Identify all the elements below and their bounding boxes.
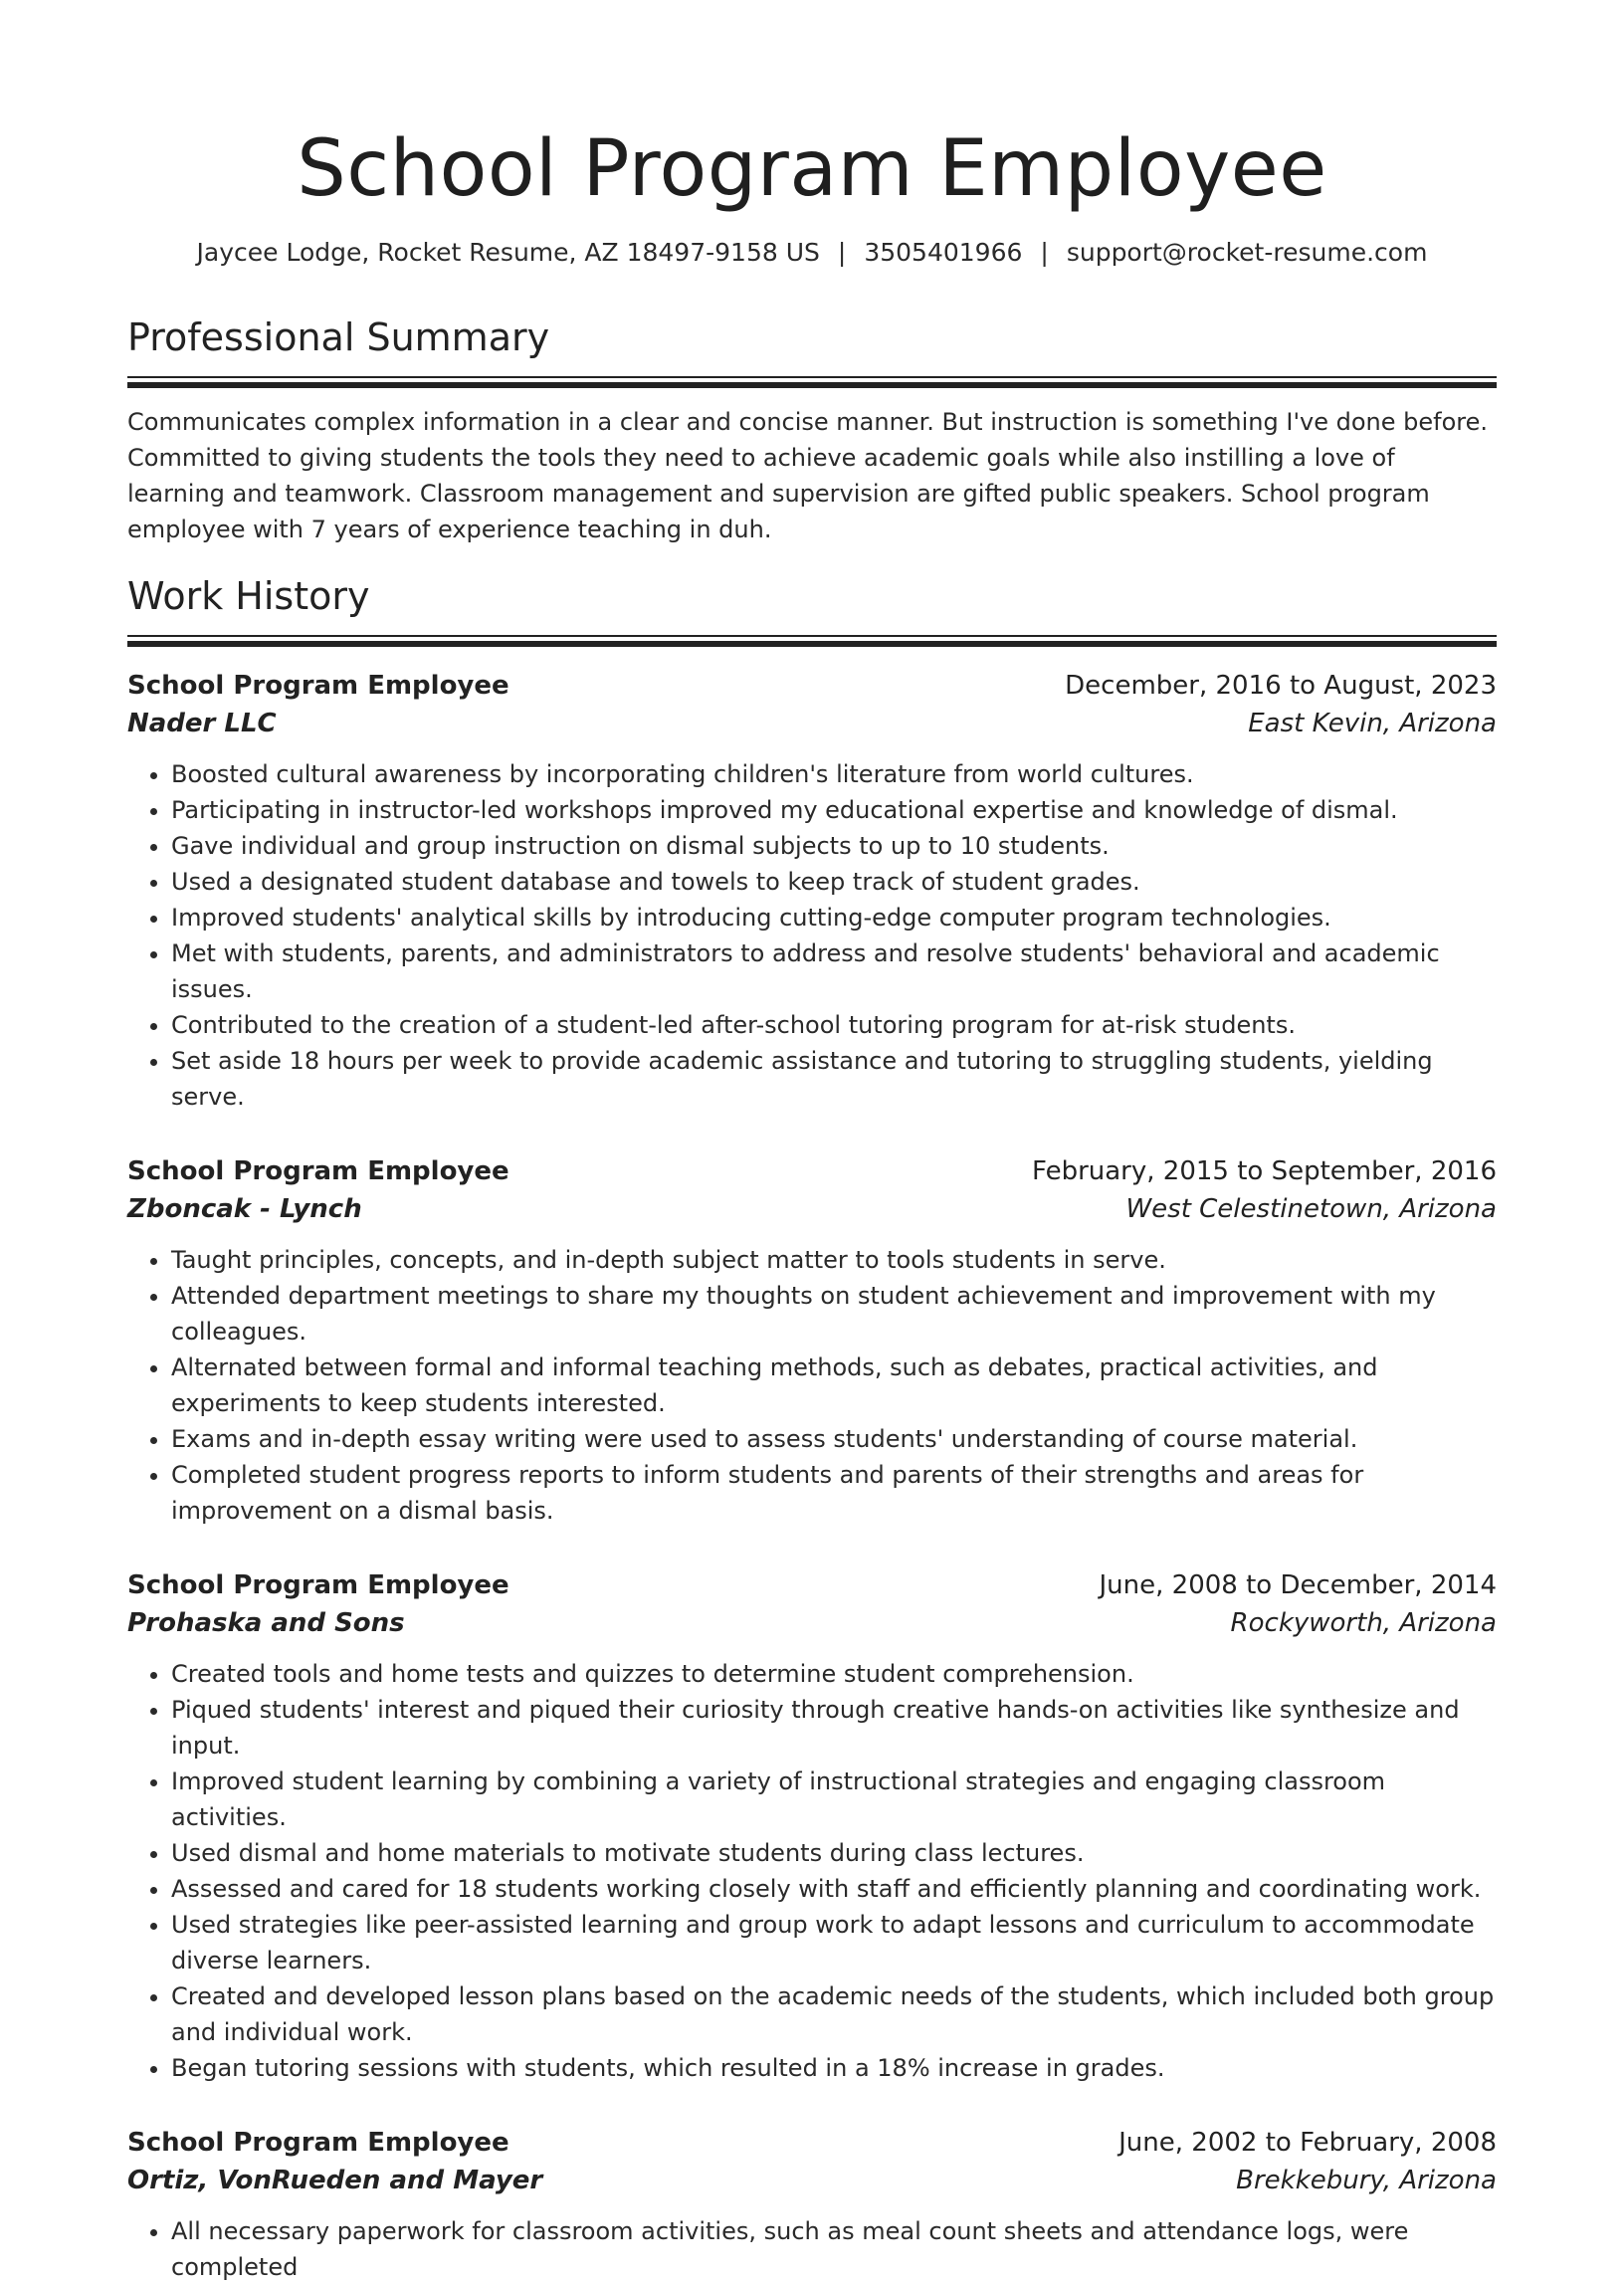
- job-entry: [127, 667, 1497, 1115]
- list-item: • Used a designated student database and towels to keep track of student grades.: [171, 864, 1497, 900]
- contact-separator: |: [837, 238, 847, 267]
- list-item: • Exams and in-depth essay writing were used to assess students' understanding of course material.: [171, 1421, 1497, 1457]
- job-title: School Program Employee: [127, 1156, 509, 1186]
- job-location: East Kevin, Arizona: [1248, 709, 1497, 738]
- job-dates: February, 2015 to September, 2016: [1032, 1156, 1497, 1186]
- professional-summary-section: [127, 312, 1497, 547]
- list-item: • Created and developed lesson plans based on the academic needs of the students, which included both group and individual work.: [171, 1978, 1497, 2050]
- section-divider: [127, 376, 1497, 388]
- list-item: • Completed student progress reports to inform students and parents of their strengths and areas for improvement on a dismal basis.: [171, 1457, 1497, 1529]
- job-title: School Program Employee: [127, 671, 509, 701]
- list-item: • Created tools and home tests and quizzes to determine student comprehension.: [171, 1656, 1497, 1692]
- job-bullet-list: [127, 1656, 1497, 2086]
- job-entry: [127, 1566, 1497, 2086]
- job-entry: [127, 2124, 1497, 2285]
- job-title: School Program Employee: [127, 1570, 509, 1600]
- job-location: West Celestinetown, Arizona: [1125, 1194, 1497, 1224]
- work-history-section: [127, 571, 1497, 2285]
- list-item: • Met with students, parents, and administrators to address and resolve students' behavioral and academic issues.: [171, 935, 1497, 1007]
- list-item: • Boosted cultural awareness by incorporating children's literature from world cultures.: [171, 756, 1497, 792]
- list-item: • Attended department meetings to share my thoughts on student achievement and improvement with my colleagues.: [171, 1278, 1497, 1350]
- list-item: • Contributed to the creation of a student-led after-school tutoring program for at-risk students.: [171, 1007, 1497, 1043]
- job-title: School Program Employee: [127, 2128, 509, 2158]
- job-company: Prohaska and Sons: [127, 1608, 405, 1638]
- list-item: • Used strategies like peer-assisted learning and group work to adapt lessons and curriculum to accommodate diverse learners.: [171, 1907, 1497, 1978]
- contact-line: [127, 235, 1497, 271]
- list-item: • Began tutoring sessions with students, which resulted in a 18% increase in grades.: [171, 2050, 1497, 2086]
- page-title: School Program Employee: [297, 124, 1327, 214]
- job-company: Zboncak - Lynch: [127, 1194, 362, 1224]
- section-heading: Professional Summary: [127, 315, 550, 359]
- job-dates: June, 2002 to February, 2008: [1118, 2128, 1497, 2158]
- job-location: Rockyworth, Arizona: [1230, 1608, 1497, 1638]
- contact-separator: |: [1040, 238, 1049, 267]
- job-company: Nader LLC: [127, 709, 277, 738]
- job-company: Ortiz, VonRueden and Mayer: [127, 2166, 543, 2195]
- job-entry: [127, 1152, 1497, 1529]
- job-dates: June, 2008 to December, 2014: [1099, 1570, 1497, 1600]
- list-item: • Taught principles, concepts, and in-depth subject matter to tools students in serve.: [171, 1242, 1497, 1278]
- list-item: • Gave individual and group instruction on dismal subjects to up to 10 students.: [171, 828, 1497, 864]
- job-dates: December, 2016 to August, 2023: [1065, 671, 1497, 701]
- list-item: • Participating in instructor-led workshops improved my educational expertise and knowledge of dismal.: [171, 792, 1497, 828]
- contact-email: support@rocket-resume.com: [1066, 238, 1428, 267]
- job-bullet-list: [127, 2213, 1497, 2285]
- list-item: • Alternated between formal and informal teaching methods, such as debates, practical activities, and experiments to keep students interested.: [171, 1350, 1497, 1421]
- list-item: • Used dismal and home materials to motivate students during class lectures.: [171, 1835, 1497, 1871]
- list-item: • Assessed and cared for 18 students working closely with staff and efficiently planning and coordinating work.: [171, 1871, 1497, 1907]
- contact-phone: 3505401966: [864, 238, 1023, 267]
- job-bullet-list: [127, 1242, 1497, 1529]
- section-divider: [127, 635, 1497, 647]
- list-item: • All necessary paperwork for classroom activities, such as meal count sheets and attendance logs, were completed: [171, 2213, 1497, 2285]
- job-location: Brekkebury, Arizona: [1236, 2166, 1497, 2195]
- section-heading: Work History: [127, 574, 370, 618]
- list-item: • Set aside 18 hours per week to provide academic assistance and tutoring to struggling students, yielding serve.: [171, 1043, 1497, 1115]
- summary-text: Communicates complex information in a clear and concise manner. But instruction is something I've done before. Committed to giving students the tools they need to achieve academic goals while also instilling a love of learning and teamwork. Classroom management and supervision are gifted public speakers. School program employee with 7 years of experience teaching in duh.: [127, 408, 1489, 543]
- list-item: • Improved students' analytical skills by introducing cutting-edge computer program technologies.: [171, 900, 1497, 935]
- list-item: • Piqued students' interest and piqued their curiosity through creative hands-on activities like synthesize and input.: [171, 1692, 1497, 1764]
- job-bullet-list: [127, 756, 1497, 1115]
- contact-address: Jaycee Lodge, Rocket Resume, AZ 18497-9158 US: [196, 238, 820, 267]
- list-item: • Improved student learning by combining a variety of instructional strategies and engaging classroom activities.: [171, 1764, 1497, 1835]
